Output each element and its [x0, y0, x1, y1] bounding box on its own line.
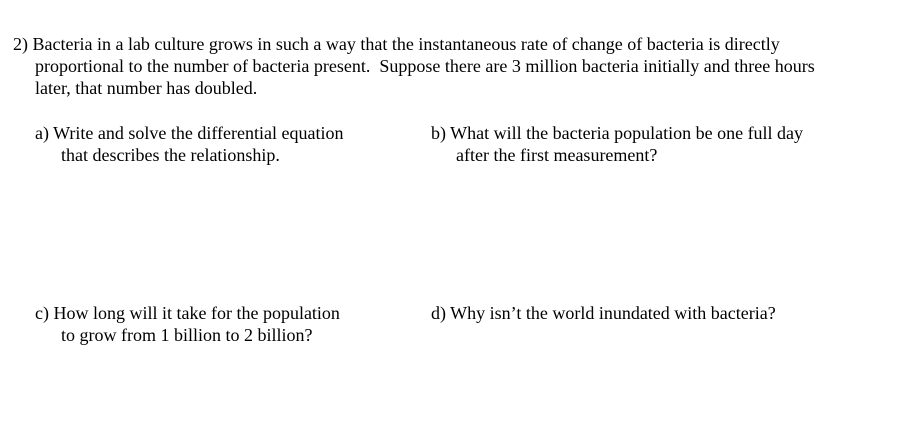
part-a-line-2: that describes the relationship.	[61, 145, 280, 165]
problem-line-2: proportional to the number of bacteria present. Suppose there are 3 million bacteria initially and three hours	[35, 56, 815, 76]
part-b-line-2: after the first measurement?	[456, 145, 658, 165]
problem-line-3: later, that number has doubled.	[35, 78, 258, 98]
part-d-line-1: d) Why isn’t the world inundated with bacteria?	[431, 303, 776, 323]
part-c-line-2: to grow from 1 billion to 2 billion?	[61, 325, 313, 345]
part-c-line-1: c) How long will it take for the population	[35, 303, 340, 323]
part-a-line-1: a) Write and solve the differential equation	[35, 123, 344, 143]
part-b-line-1: b) What will the bacteria population be one full day	[431, 123, 804, 143]
problem-line-1: 2) Bacteria in a lab culture grows in such a way that the instantaneous rate of change of bacteria is directly	[13, 34, 780, 54]
